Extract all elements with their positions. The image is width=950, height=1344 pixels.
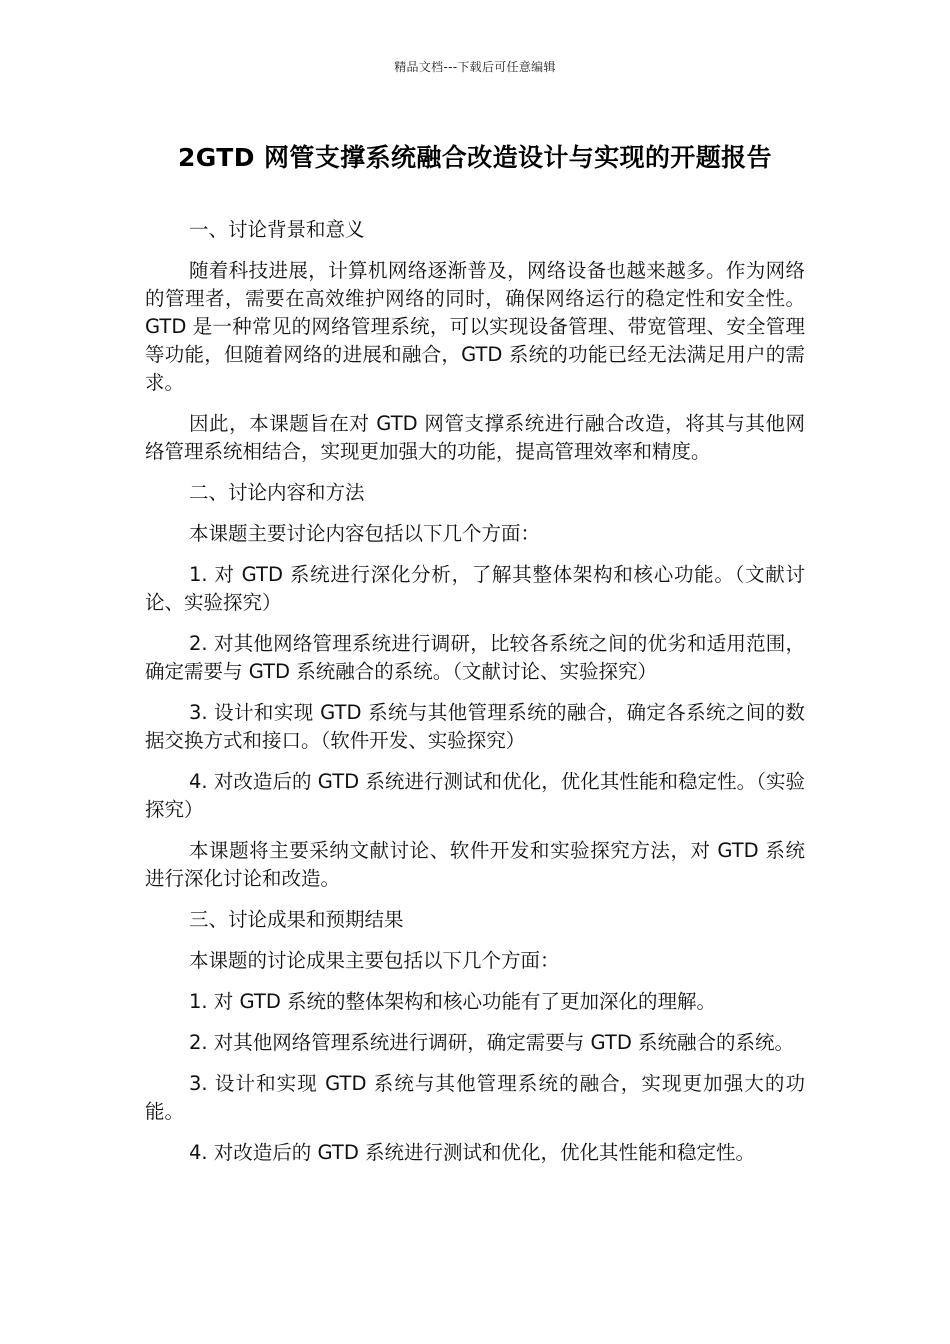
list-item-content-4: 4. 对改造后的 GTD 系统进行测试和优化，优化其性能和稳定性。（实验探究） — [145, 770, 805, 821]
section-heading-content-method: 二、讨论内容和方法 — [189, 481, 365, 504]
list-item-result-2: 2. 对其他网络管理系统进行调研，确定需要与 GTD 系统融合的系统。 — [189, 1031, 795, 1054]
paragraph-content-intro: 本课题主要讨论内容包括以下几个方面： — [189, 522, 541, 545]
list-item-content-2: 2. 对其他网络管理系统进行调研，比较各系统之间的优劣和适用范围，确定需要与 GTD 系统融合的系统。（文献讨论、实验探究） — [145, 632, 805, 683]
document-title: 2GTD 网管支撑系统融合改造设计与实现的开题报告 — [178, 143, 772, 172]
list-item-content-3: 3. 设计和实现 GTD 系统与其他管理系统的融合，确定各系统之间的数据交换方式和接口。（软件开发、实验探究） — [145, 701, 805, 752]
list-item-result-1: 1. 对 GTD 系统的整体架构和核心功能有了更加深化的理解。 — [189, 990, 717, 1013]
paragraph-background: 随着科技进展，计算机网络逐渐普及，网络设备也越来越多。作为网络的管理者，需要在高效维护网络的同时，确保网络运行的稳定性和安全性。GTD 是一种常见的网络管理系统，可以实现设备管理、带宽管理、安全管理等功能，但随着网络的进展和融合，GTD 系统的功能已经无法满足用户的需求。 — [145, 259, 805, 394]
document-body — [145, 216, 805, 1180]
list-item-result-4: 4. 对改造后的 GTD 系统进行测试和优化，优化其性能和稳定性。 — [189, 1141, 756, 1164]
section-heading-background: 一、讨论背景和意义 — [189, 218, 365, 241]
paragraph-method: 本课题将主要采纳文献讨论、软件开发和实验探究方法，对 GTD 系统进行深化讨论和改造。 — [145, 839, 805, 890]
section-heading-results: 三、讨论成果和预期结果 — [189, 908, 404, 931]
header-note: 精品文档---下载后可任意编辑 — [394, 60, 556, 74]
paragraph-results-intro: 本课题的讨论成果主要包括以下几个方面： — [189, 949, 560, 972]
paragraph-purpose: 因此，本课题旨在对 GTD 网管支撑系统进行融合改造，将其与其他网络管理系统相结合，实现更加强大的功能，提高管理效率和精度。 — [145, 412, 805, 463]
list-item-content-1: 1. 对 GTD 系统进行深化分析，了解其整体架构和核心功能。（文献讨论、实验探究） — [145, 563, 805, 614]
list-item-result-3: 3. 设计和实现 GTD 系统与其他管理系统的融合，实现更加强大的功能。 — [145, 1072, 805, 1123]
